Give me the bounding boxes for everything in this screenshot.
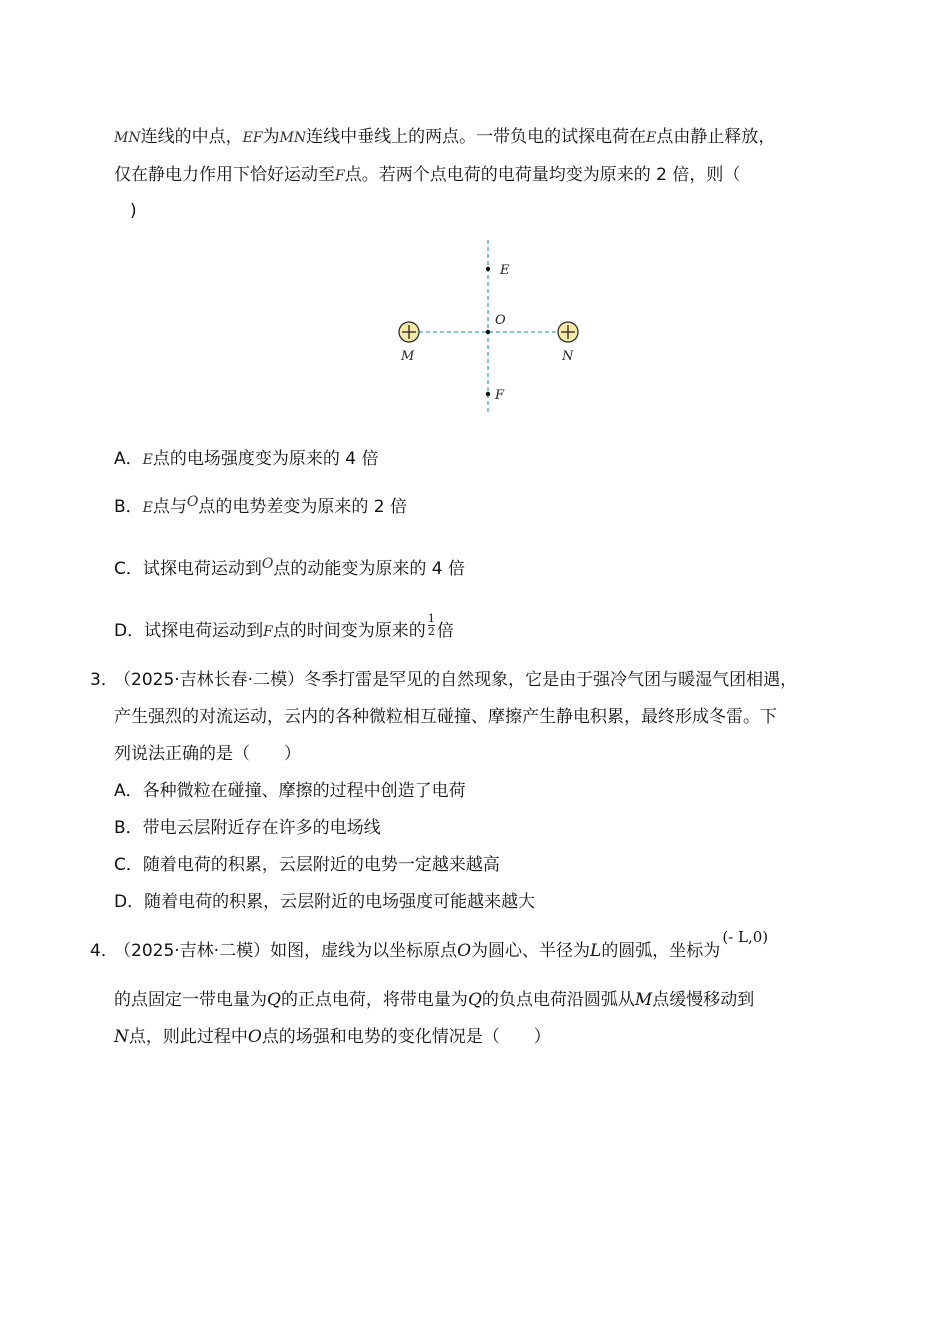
math-E: E [142, 500, 153, 516]
text: 点，则此过程中 [128, 1027, 248, 1047]
numerator: 1 [427, 611, 435, 625]
math-EF: EF [242, 130, 263, 146]
label-E: E [500, 263, 510, 278]
q2-line-1 [114, 124, 775, 151]
math-L: L [590, 941, 602, 961]
point-E [486, 267, 490, 271]
option-text: 倍 [436, 621, 454, 641]
fraction-one-half [428, 613, 435, 638]
math-M: M [634, 990, 653, 1010]
point-F [486, 392, 490, 396]
option-text: 点与 [152, 497, 187, 517]
q3-option-a: A．各种微粒在碰撞、摩擦的过程中创造了电荷 [114, 781, 466, 801]
text: 点。若两个点电荷的电荷量均变为原来的 2 倍，则（ [344, 165, 741, 185]
text: （2025·吉林·二模）如图，虚线为以坐标原点 [114, 941, 458, 961]
charge-N [558, 322, 578, 342]
text: 点由静止释放， [656, 127, 776, 147]
option-letter: B． [114, 497, 143, 517]
q2-option-d [114, 611, 454, 645]
q3-option-d: D．随着电荷的积累，云层附近的电场强度可能越来越大 [114, 892, 536, 912]
q3-option-b: B．带电云层附近存在许多的电场线 [114, 818, 381, 838]
option-text: 点的时间变为原来的 [272, 621, 426, 641]
label-F: F [495, 388, 505, 403]
option-text: 点的电势差变为原来的 2 倍 [198, 497, 408, 517]
point-O [486, 330, 490, 334]
q2-option-c [114, 556, 465, 583]
q2-option-a [114, 446, 379, 473]
math-E: E [646, 130, 657, 146]
q3-option-c: C．随着电荷的积累，云层附近的电势一定越来越高 [114, 855, 500, 875]
label-N: N [562, 349, 574, 364]
text: 的圆弧，坐标为 [601, 941, 721, 961]
option-letter: D． [114, 621, 145, 641]
text: 的负点电荷沿圆弧从 [481, 990, 635, 1010]
q4-line-1 [114, 928, 769, 964]
text: 为 [262, 127, 280, 147]
math-MN: MN [279, 130, 307, 146]
q4-line-3 [114, 1024, 551, 1050]
math-O: O [247, 1027, 262, 1047]
math-F: F [335, 168, 345, 184]
math-Q: Q [467, 990, 482, 1010]
option-text: 点的电场强度变为原来的 4 倍 [152, 449, 379, 469]
q3-line-2: 产生强烈的对流运动，云内的各种微粒相互碰撞、摩擦产生静电积累，最终形成冬雷。下 [114, 707, 777, 727]
text: 为圆心、半径为 [471, 941, 591, 961]
q4-line-2 [114, 987, 754, 1013]
q3-line-3: 列说法正确的是（ ） [114, 744, 301, 764]
math-F: F [263, 624, 273, 640]
math-O: O [186, 494, 199, 510]
q2-line-2 [114, 162, 740, 189]
text: 的点固定一带电量为 [114, 990, 267, 1010]
math-O: O [261, 556, 274, 572]
q4-number: 4． [90, 941, 118, 961]
option-letter: C． [114, 559, 143, 579]
q2-option-b [114, 494, 407, 521]
label-O: O [495, 313, 506, 328]
math-MN: MN [114, 130, 141, 146]
text: 点的场强和电势的变化情况是（ ） [261, 1027, 551, 1047]
text: 连线的中点， [140, 127, 243, 147]
option-text: 试探电荷运动到 [142, 559, 262, 579]
option-letter: A． [114, 449, 143, 469]
math-N: N [114, 1027, 129, 1047]
math-E: E [142, 452, 153, 468]
charge-diagram [390, 236, 590, 416]
q3-number: 3． [90, 670, 118, 690]
text: 仅在静电力作用下恰好运动至 [114, 165, 335, 185]
math-O: O [457, 941, 472, 961]
option-text: 试探电荷运动到 [144, 621, 264, 641]
math-Q: Q [267, 990, 281, 1010]
text: 点缓慢移动到 [652, 990, 755, 1010]
denominator: 2 [427, 624, 435, 638]
text: 的正点电荷，将带电量为 [280, 990, 468, 1010]
coordinate: (- L,0) [722, 928, 769, 946]
q3-line-1: （2025·吉林长春·二模）冬季打雷是罕见的自然现象，它是由于强冷气团与暖湿气团相遇， [114, 670, 798, 690]
charge-M [399, 322, 419, 342]
text: 连线中垂线上的两点。一带负电的试探电荷在 [306, 127, 647, 147]
option-text: 点的动能变为原来的 4 倍 [273, 559, 465, 579]
label-M: M [401, 349, 415, 364]
q2-line-3: ) [130, 201, 137, 221]
